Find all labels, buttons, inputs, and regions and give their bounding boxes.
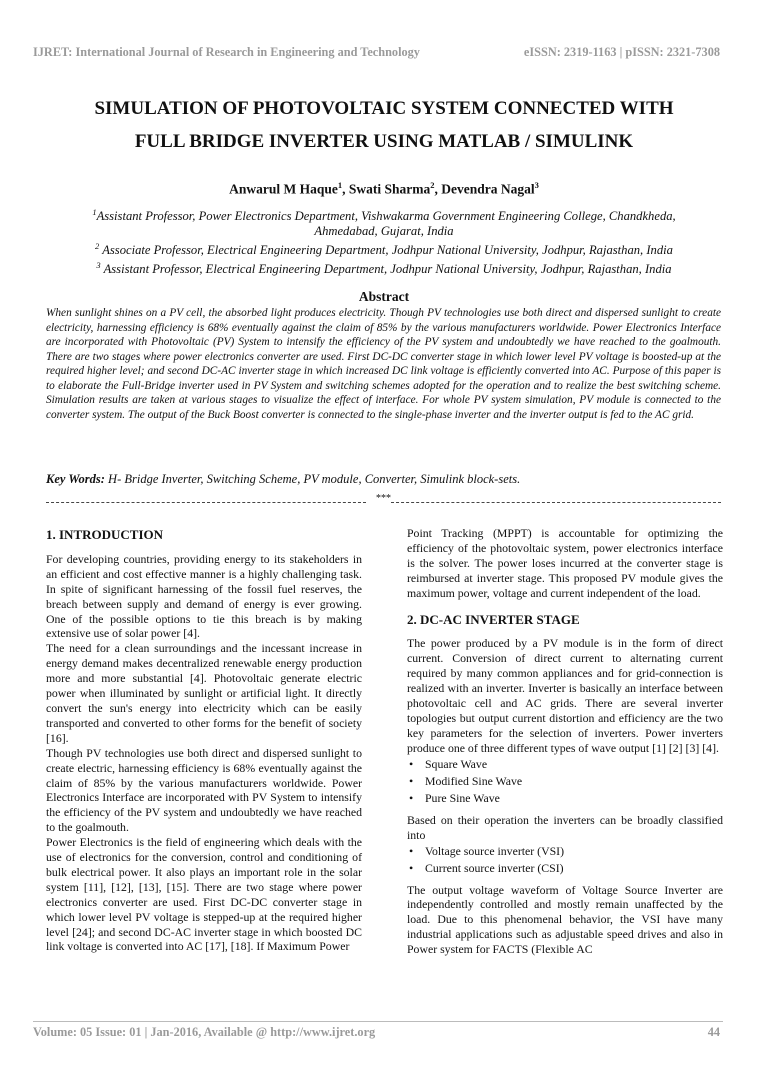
paragraph: The output voltage waveform of Voltage Source Inverter are independently controlled and mostly remain unaffected by the load. Due to this phenomenal behavior, the VSI have many industrial applications such as adjustable speed drives and also in Power system for FACTS (Flexible AC xyxy=(407,882,723,957)
section-separator xyxy=(46,493,721,507)
affiliation-1 xyxy=(48,205,720,239)
wave-type-list xyxy=(407,756,723,807)
affiliation-mark: 1 xyxy=(92,207,97,217)
separator-stars: *** xyxy=(376,493,391,504)
paper-title xyxy=(40,92,728,158)
affiliation-text: Assistant Professor, Power Electronics Department, Vishwakarma Government Engineering College, Chandkheda, xyxy=(96,209,676,224)
section-heading-introduction: 1. INTRODUCTION xyxy=(46,527,164,542)
author-mark: 1 xyxy=(337,180,343,190)
paragraph: The power produced by a PV module is in the form of direct current. Conversion of direct current to alternating current required by many common appliances and for grid-connection is realized with an inverter. Inverter is basically an interface between photovoltaic cell and AC grids. There are several inverter topologies but output current distortion and efficiency are the two key parameters for the selection of inverters. Power inverters produce one of three different types of wave output [1] [2] [3] [4]. xyxy=(407,636,723,755)
author-name: Anwarul M Haque xyxy=(229,181,338,197)
affiliations xyxy=(48,205,720,278)
list-item: • Current source inverter (CSI) xyxy=(407,860,723,877)
paragraph: For developing countries, providing energy to its stakeholders in an efficient and cost effective manner is a highly challenging task. In spite of significant harnessing of the fossil fuel reserves, the breach between supply and demand of energy is ever growing. One of the possible options to tie this breach is by making extensive use of solar power [4]. xyxy=(46,551,362,641)
affiliation-text: Assistant Professor, Electrical Engineering Department, Jodhpur National University, Jodhpur, Rajasthan, India xyxy=(100,262,672,277)
paragraph: Based on their operation the inverters can be broadly classified into xyxy=(407,812,723,842)
separator-dash-right xyxy=(391,502,721,503)
running-footer xyxy=(33,1025,720,1041)
title-line-2: FULL BRIDGE INVERTER USING MATLAB / SIMULINK xyxy=(134,131,634,152)
issn: eISSN: 2319-1163 | pISSN: 2321-7308 xyxy=(523,45,720,59)
footer-rule xyxy=(33,1021,723,1022)
keywords-text: H- Bridge Inverter, Switching Scheme, PV module, Converter, Simulink block-sets. xyxy=(104,472,521,486)
author-list xyxy=(40,180,728,198)
list-item: • Modified Sine Wave xyxy=(407,773,723,790)
left-column xyxy=(46,526,362,954)
affiliation-3 xyxy=(48,258,720,277)
author-mark: 3 xyxy=(534,180,539,190)
list-item: • Pure Sine Wave xyxy=(407,790,723,807)
author-sep: , xyxy=(342,181,349,197)
right-column xyxy=(407,526,723,957)
abstract-heading: Abstract xyxy=(358,289,410,304)
affiliation-text: Associate Professor, Electrical Engineering Department, Jodhpur National University, Jodhpur, Rajasthan, India xyxy=(99,243,673,258)
list-item: • Voltage source inverter (VSI) xyxy=(407,843,723,860)
keywords-label: Key Words: xyxy=(46,472,105,486)
list-item: • Square Wave xyxy=(407,756,723,773)
journal-name: IJRET: International Journal of Research in Engineering and Technology xyxy=(33,45,420,59)
author-name: Devendra Nagal xyxy=(441,181,535,197)
affiliation-2 xyxy=(48,239,720,258)
keywords xyxy=(46,472,721,487)
abstract-text: When sunlight shines on a PV cell, the absorbed light produces electricity. Though PV technologies use both direct and dispersed sunlight to create electricity, harnessing efficiency is 68% eventually against the claim of 85% by the various manufacturers worldwide. Power Electronics Interface are incorporated with Photovoltaic (PV) System to intensify the efficiency of the PV system and undoubtedly we have reached to the goalmouth. There are two stages where power electronics converter are used. First DC-DC converter stage in which lower level PV voltage is boosted-up at the required higher level; and second DC-AC inverter stage in which increased DC link voltage is efficiently converted into AC. Purpose of this paper is to elaborate the Full-Bridge inverter used in PV System and switching schemes adopted for the operation and to realize the best switching scheme. Simulation results are taken at various stages to visualize the effect of interface. For whole PV system simulation, PV module is connected to the converter system. The output of the Buck Boost converter is connected to the single-phase inverter and the inverter output is fed to the AC grid. xyxy=(46,307,721,421)
page-number: 44 xyxy=(707,1025,720,1039)
author-mark: 2 xyxy=(430,180,435,190)
volume-info: Volume: 05 Issue: 01 | Jan-2016, Available @ http://www.ijret.org xyxy=(33,1025,376,1039)
affiliation-mark: 2 xyxy=(95,241,100,252)
running-header xyxy=(33,45,720,61)
paragraph: Though PV technologies use both direct and dispersed sunlight to create electric, harnessing efficiency is 68% eventually against the claim of 85% by the various manufacturers worldwide. Power Electronics Interface are incorporated with PV System to intensify the efficiency of the PV system and undoubtedly we have reached to the goalmouth. xyxy=(46,745,362,835)
paragraph: Power Electronics is the field of engineering which deals with the use of electronics for the conversion, control and conditioning of bulk electrical power. It also plays an important role in the solar system [11], [12], [13], [15]. There are two stage where power electronics converter are used. First DC-DC converter stage in which lower level PV voltage is stepped-up at the required higher level [24]; and second DC-AC inverter stage in which boosted DC link voltage is converted into AC [17], [18]. If Maximum Power xyxy=(46,835,362,954)
affiliation-mark: 3 xyxy=(96,260,101,271)
title-line-1: SIMULATION OF PHOTOVOLTAIC SYSTEM CONNECTED WITH xyxy=(94,98,674,119)
author-name: Swati Sharma xyxy=(348,181,431,197)
paragraph: The need for a clean surroundings and the incessant increase in energy demand makes decentralized renewable energy production more and more substantial [4]. Photovoltaic generate electric power when illuminated by sunlight or artificial light. It directly convert the sun's energy into electricity which can be easily transported and converted to other forms for the benefit of society [16]. xyxy=(46,641,362,745)
inverter-type-list xyxy=(407,843,723,877)
paragraph: Point Tracking (MPPT) is accountable for optimizing the efficiency of the photovoltaic system, power electronics interface is the solver. The power loses incurred at the converter stage is reimbursed at inverter stage. This proposed PV module gives the maximum power, voltage and current independent of the load. xyxy=(407,526,723,600)
author-sep: , xyxy=(434,181,442,197)
section-heading-dc-ac: 2. DC-AC INVERTER STAGE xyxy=(407,611,580,627)
affiliation-text-cont: Ahmedabad, Gujarat, India xyxy=(314,224,454,239)
